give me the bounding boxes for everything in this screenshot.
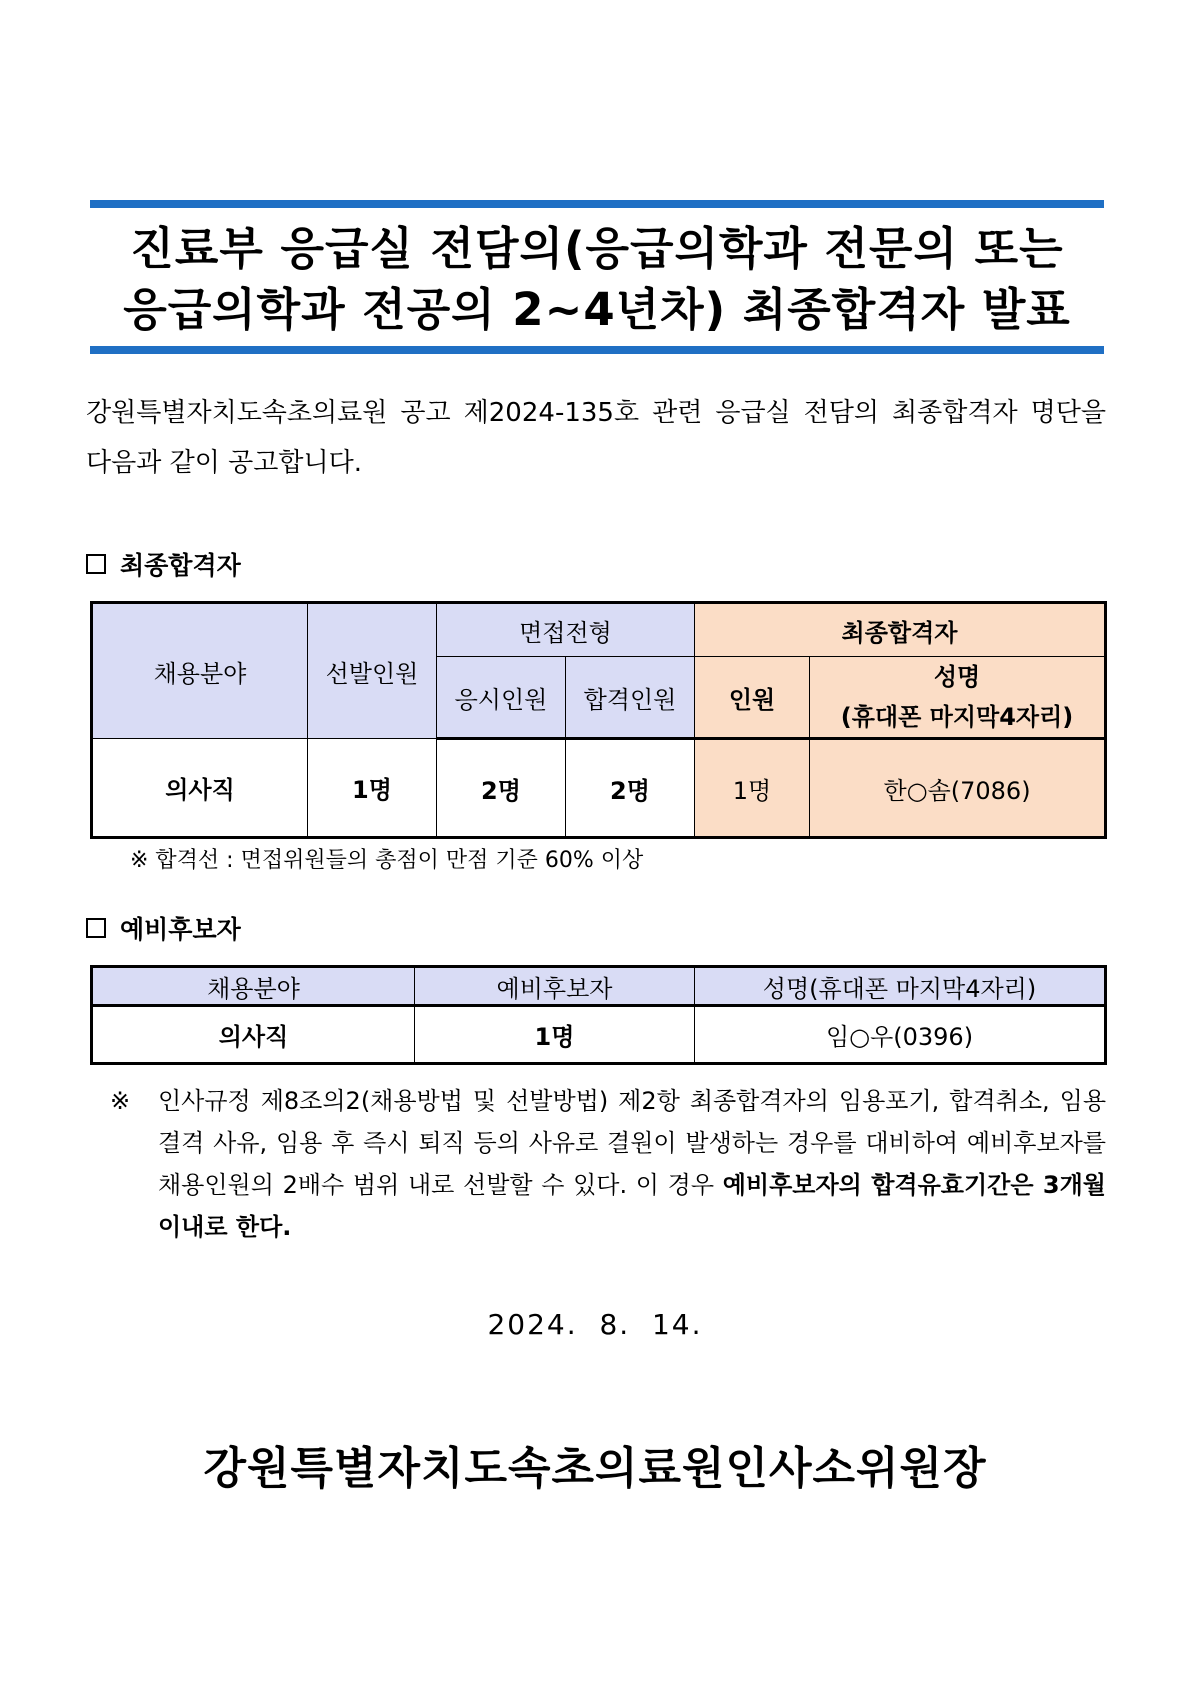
note-mark: ※ bbox=[110, 1087, 131, 1115]
cell-field: 의사직 bbox=[92, 1006, 415, 1064]
note-body bbox=[158, 1080, 1106, 1248]
reserve-candidates-table bbox=[90, 965, 1107, 1065]
header-field: 채용분야 bbox=[92, 967, 415, 1006]
header-applicants: 응시인원 bbox=[437, 657, 566, 739]
header-final: 최종합격자 bbox=[695, 603, 1106, 657]
notice-date: 2024. 8. 14. bbox=[487, 1308, 703, 1341]
intro-paragraph: 강원특별자치도속초의료원 공고 제2024-135호 관련 응급실 전담의 최종합격자 명단을 다음과 같이 공고합니다. bbox=[86, 398, 1106, 478]
header-reserve: 예비후보자 bbox=[415, 967, 695, 1006]
note-text: 인사규정 제8조의2(채용방법 및 선발방법) 제2항 최종합격자의 임용포기, 합격취소, 임용결격 사유, 임용 후 즉시 퇴직 등의 사유로 결원이 발생하는 경우를 대비하여 예비후보자를 채용인원의 2배수 범위 내로 선발할 수 있다. 이 경우 bbox=[158, 1087, 1106, 1199]
cell-passers: 2명 bbox=[566, 739, 695, 838]
issuer-signature: 강원특별자치도속초의료원인사소위원장 bbox=[203, 1443, 987, 1494]
square-bullet-icon bbox=[86, 554, 106, 574]
header-field: 채용분야 bbox=[92, 603, 308, 739]
header-name bbox=[810, 657, 1106, 739]
section-heading-label: 최종합격자 bbox=[120, 551, 241, 580]
reserve-note bbox=[110, 1080, 1106, 1248]
cell-reserve: 1명 bbox=[415, 1006, 695, 1064]
cell-selection: 1명 bbox=[308, 739, 437, 838]
header-name-line-1: 성명 bbox=[933, 663, 981, 691]
cell-applicants: 2명 bbox=[437, 739, 566, 838]
square-bullet-icon bbox=[86, 918, 106, 938]
header-selection: 선발인원 bbox=[308, 603, 437, 739]
cell-count: 1명 bbox=[695, 739, 810, 838]
cell-field: 의사직 bbox=[92, 739, 308, 838]
cell-name: 한○솜(7086) bbox=[810, 739, 1106, 838]
final-passers-table bbox=[90, 601, 1107, 839]
table-row bbox=[92, 1006, 1106, 1064]
header-name: 성명(휴대폰 마지막4자리) bbox=[695, 967, 1106, 1006]
header-name-line-2: (휴대폰 마지막4자리) bbox=[840, 703, 1074, 731]
title-line-1: 진료부 응급실 전담의(응급의학과 전문의 또는 bbox=[130, 222, 1064, 275]
header-passers: 합격인원 bbox=[566, 657, 695, 739]
table-row bbox=[92, 739, 1106, 838]
note-emphasis: 예비후보자의 합격유효기간은 3개월 이내로 한다. bbox=[158, 1171, 1106, 1241]
cell-name: 임○우(0396) bbox=[695, 1006, 1106, 1064]
section-heading-reserve bbox=[86, 910, 241, 946]
section-heading-final bbox=[86, 546, 241, 582]
title-top-rule bbox=[90, 200, 1104, 208]
section-heading-label: 예비후보자 bbox=[120, 915, 241, 944]
title-line-2: 응급의학과 전공의 2~4년차) 최종합격자 발표 bbox=[123, 283, 1071, 336]
title-bottom-rule bbox=[90, 346, 1104, 354]
document-title bbox=[90, 218, 1104, 340]
pass-line-note: ※ 합격선 : 면접위원들의 총점이 만점 기준 60% 이상 bbox=[130, 848, 644, 873]
header-interview: 면접전형 bbox=[437, 603, 695, 657]
header-count: 인원 bbox=[695, 657, 810, 739]
